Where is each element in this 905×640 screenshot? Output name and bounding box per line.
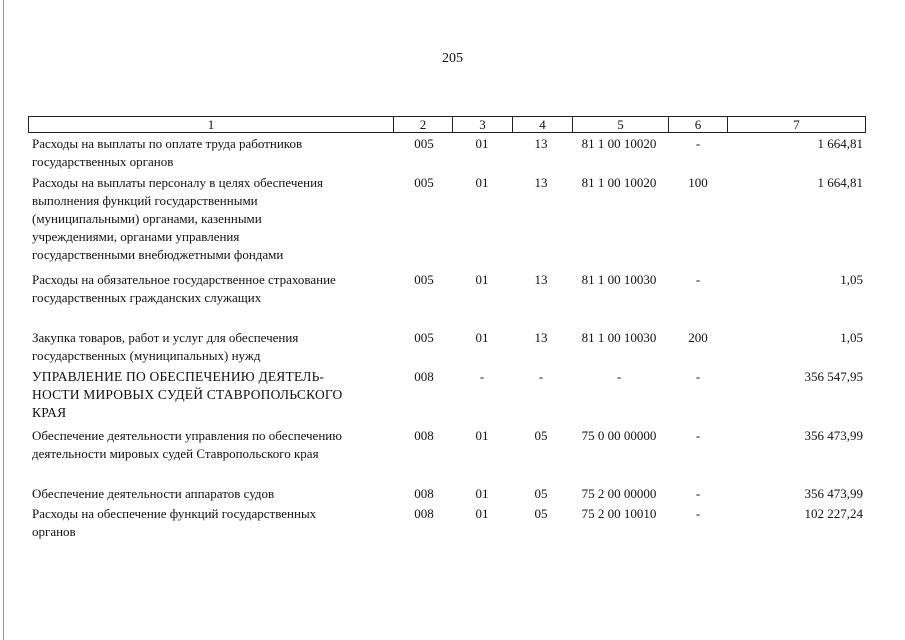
row-sum: 102 227,24 [804,506,863,521]
header-col-6: 6 [669,117,728,132]
row-cs: 75 2 00 10010 [581,506,657,521]
row-rz: 01 [475,175,489,190]
row-sum: 356 473,99 [804,428,863,443]
row-sum: 356 473,99 [804,486,863,501]
row-sum: 1,05 [840,272,863,287]
row-rz: 01 [475,136,489,151]
page-number: 205 [442,51,463,66]
row-vr: - [695,136,701,151]
row-sum: 356 547,95 [804,369,863,384]
row-rz: 01 [475,506,489,521]
row-vr: 100 [688,175,708,190]
row-ved: 008 [414,486,434,501]
row-sum: 1 664,81 [817,175,863,190]
table-header [28,116,866,133]
row-name: Расходы на выплаты персоналу в целях обеспечения выполнения функций государственными (муниципальными) органами, казенными учреждениями, органами управления государственными внебюджетными фондами [32,175,324,262]
row-pr: 13 [534,330,548,345]
header-col-4: 4 [513,117,573,132]
header-col-1: 1 [29,117,394,132]
row-vr: - [695,486,701,501]
row-ved: 005 [414,175,434,190]
row-pr: 05 [534,486,548,501]
row-sum: 1 664,81 [817,136,863,151]
row-ved: 005 [414,136,434,151]
header-col-3: 3 [453,117,513,132]
row-name: Обеспечение деятельности управления по обеспечению деятельности мировых судей Ставропольского края [32,428,342,461]
row-vr: - [695,428,701,443]
row-vr: 200 [688,330,708,345]
row-name: Обеспечение деятельности аппаратов судов [32,486,275,501]
row-vr: - [695,369,701,384]
row-name: Расходы на выплаты по оплате труда работников государственных органов [32,136,303,169]
row-pr: 13 [534,136,548,151]
row-ved: 008 [414,369,434,384]
row-rz: 01 [475,272,489,287]
row-cs: - [616,369,622,384]
row-ved: 008 [414,428,434,443]
row-name: Расходы на обеспечение функций государственных органов [32,506,317,539]
row-pr: - [538,369,544,384]
row-pr: 05 [534,428,548,443]
row-cs: 75 2 00 00000 [581,486,657,501]
row-sum: 1,05 [840,330,863,345]
row-cs: 81 1 00 10030 [581,272,657,287]
row-pr: 05 [534,506,548,521]
row-cs: 81 1 00 10030 [581,330,657,345]
row-cs: 75 0 00 00000 [581,428,657,443]
row-vr: - [695,506,701,521]
row-rz: 01 [475,330,489,345]
row-rz: 01 [475,486,489,501]
row-ved: 008 [414,506,434,521]
row-vr: - [695,272,701,287]
header-col-2: 2 [394,117,453,132]
row-ved: 005 [414,330,434,345]
row-rz: 01 [475,428,489,443]
row-ved: 005 [414,272,434,287]
page-left-edge [3,0,4,640]
row-name: Закупка товаров, работ и услуг для обеспечения государственных (муниципальных) нужд [32,330,299,363]
row-name: УПРАВЛЕНИЕ ПО ОБЕСПЕЧЕНИЮ ДЕЯТЕЛЬ- НОСТИ МИРОВЫХ СУДЕЙ СТАВРОПОЛЬСКОГО КРАЯ [32,369,343,420]
row-name: Расходы на обязательное государственное страхование государственных гражданских служащих [32,272,336,305]
row-cs: 81 1 00 10020 [581,136,657,151]
header-col-7: 7 [793,117,800,132]
row-cs: 81 1 00 10020 [581,175,657,190]
row-pr: 13 [534,175,548,190]
row-rz: - [479,369,485,384]
row-pr: 13 [534,272,548,287]
header-col-5: 5 [573,117,669,132]
